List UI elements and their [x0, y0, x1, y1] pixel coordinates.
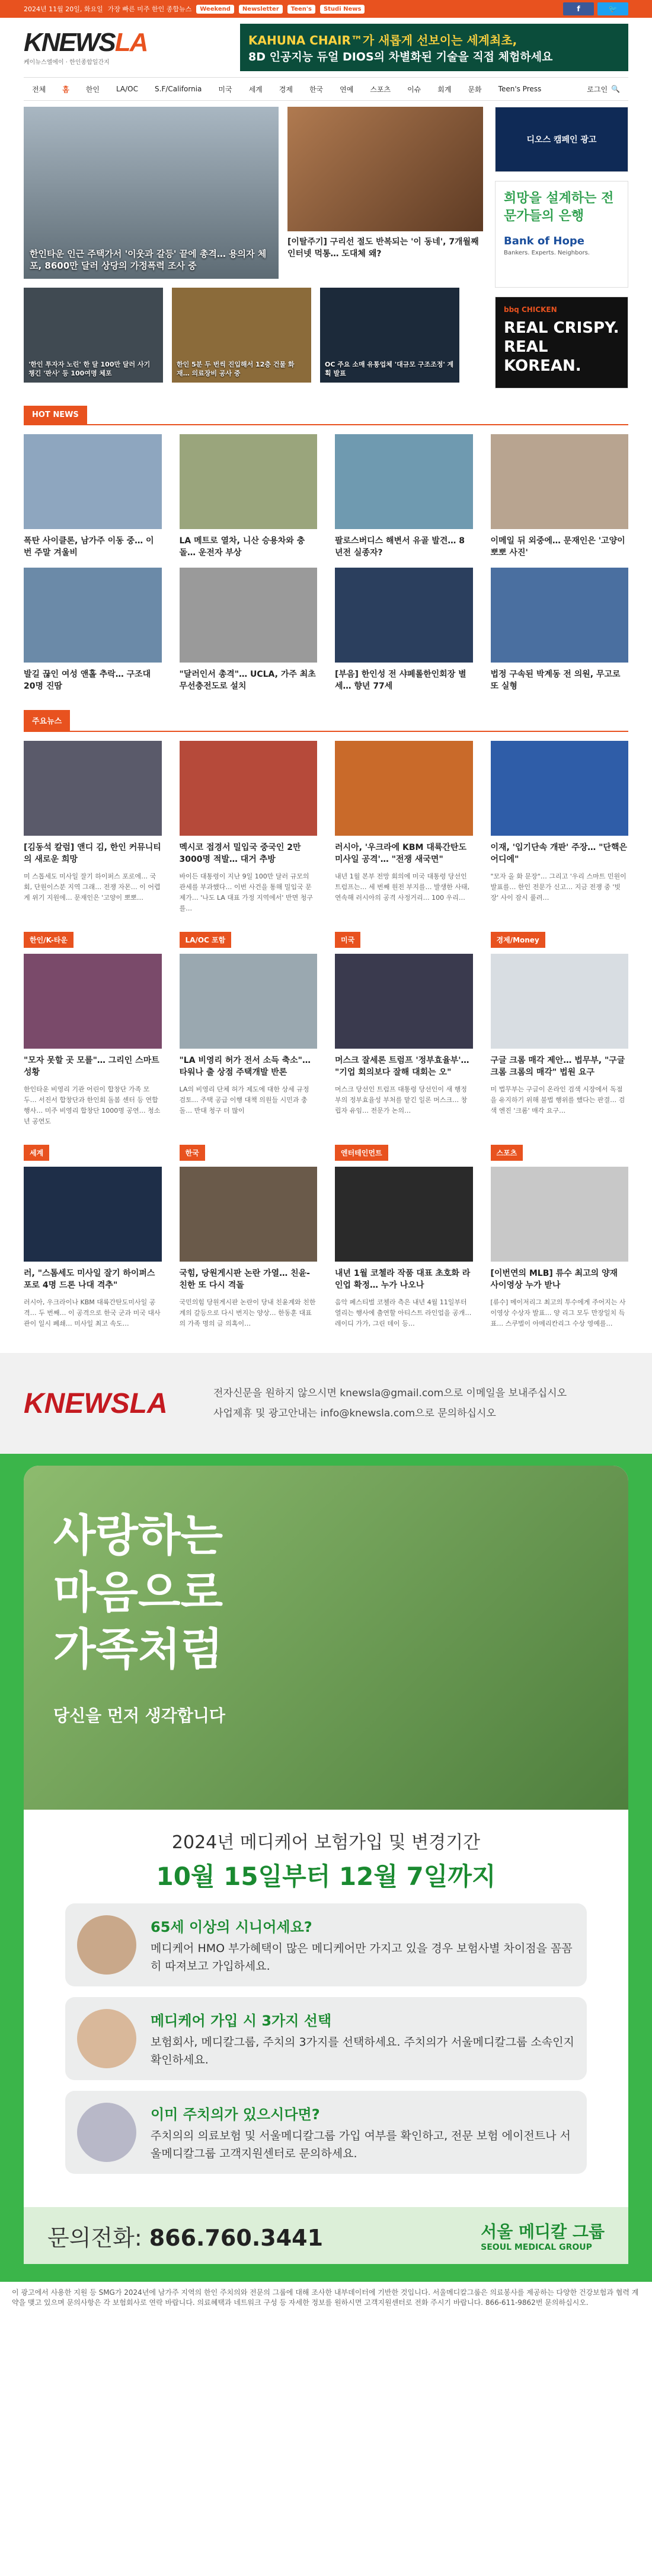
- medicare-hero: [24, 1466, 628, 1810]
- bbq-ad-brand: bbq CHICKEN: [504, 305, 557, 314]
- hot-news-card[interactable]: "달러인서 총격"… UCLA, 가주 최초 무선충전도로 설치: [180, 568, 318, 692]
- bbq-ad-title: REAL CRISPY. REAL KOREAN.: [504, 319, 619, 375]
- banner-line1: KAHUNA CHAIR™가 새롭게 선보이는 세계최초,: [248, 33, 517, 47]
- medicare-period-dates: 10월 15일부터 12월 7일까지: [156, 1862, 496, 1891]
- nav-item-korea[interactable]: 한국: [309, 85, 324, 94]
- facebook-icon[interactable]: f: [563, 2, 594, 15]
- featured-area: [24, 107, 483, 397]
- hot-news-title: HOT NEWS: [24, 406, 87, 424]
- site-logo[interactable]: KNEWSLA 케이뉴스엘에이 · 한인종합일간지: [24, 30, 154, 66]
- login-link[interactable]: 로그인: [587, 85, 608, 94]
- medicare-slogan-sub: 당신을 먼저 생각합니다: [53, 1706, 225, 1725]
- medicare-ad[interactable]: [0, 1454, 652, 2282]
- three-fingers-icon: [77, 2009, 136, 2068]
- hot-news-card[interactable]: 폭탄 사이클론, 남가주 이동 중… 이번 주말 겨울비: [24, 434, 162, 559]
- main-news-card[interactable]: [김동석 칼럼] 앤디 김, 한인 커뮤니티의 새로운 희망 미 스톱세도 미사일 잘기 하이퍼스 포로에… 국회, 단원이스분 지역 그래… 전쟁 자몬… 이 어렵게 위기 지원에… 문재인은 '고양이 뽀뽀…: [24, 741, 162, 914]
- featured-side-headline[interactable]: [이탈주기] 구리선 절도 반복되는 '이 동네', 7개월째 인터넷 먹통… 도대체 왜?: [287, 237, 479, 259]
- studi-news-link[interactable]: Studi News: [320, 5, 365, 14]
- hot-news-card[interactable]: LA 메트로 열차, 니산 승용차와 충돌… 운전자 부상: [180, 434, 318, 559]
- bank-ad-tag: Bankers. Experts. Neighbors.: [504, 250, 590, 256]
- teens-link[interactable]: Teen's: [287, 5, 315, 14]
- small-story-3[interactable]: OC 주요 소매 유통업체 '대규모 구조조정' 계획 발표: [320, 288, 459, 383]
- featured-side-image[interactable]: [287, 107, 483, 231]
- nav-item-sf[interactable]: S.F/California: [155, 85, 202, 93]
- medicare-info-box: 메디케어 가입 시 3가지 선택 보험회사, 메디칼그룹, 주치의 3가지를 선택하세요. 주치의가 서울메디칼그룹 소속인지 확인하세요.: [65, 1997, 587, 2080]
- category-card[interactable]: 미국 머스크 잘세론 트럼프 '정부효율부'… "기업 회의보다 잘해 대회는 오" 머스크 당선인 트럼프 대통령 당선인이 새 행정부의 정부효율성 부처를 맡긴 일론 머스크… 창립자 유임… 전문가 논의…: [335, 932, 473, 1127]
- weekend-link[interactable]: Weekend: [196, 5, 234, 14]
- hot-news-card[interactable]: 발길 끊인 여성 앤홀 추락… 구조대 20명 진땀: [24, 568, 162, 692]
- hot-news-card[interactable]: 법정 구속된 박계동 전 의원, 무고로 또 실형: [491, 568, 629, 692]
- phone-label: 문의전화:: [47, 2224, 142, 2251]
- nav-item-us[interactable]: 미국: [218, 85, 232, 94]
- category-card[interactable]: 스포츠 [이번연의 MLB] 류수 최고의 양재 사이영상 누가 받나 [류수] 메이저리그 최고의 투수에게 주어지는 사이영상 수상자 발표… 양 리그 모두 만장일치 득표… 스쿠벌이 아메리칸리그 수상 영예를…: [491, 1145, 629, 1329]
- main-nav: [24, 77, 628, 101]
- nav-item-accounting[interactable]: 회계: [437, 85, 452, 94]
- hot-news-row-1: [0, 434, 652, 559]
- doctor-avatar: [77, 2103, 136, 2162]
- nav-item-laoc[interactable]: LA/OC: [116, 85, 139, 93]
- banner-line2: 8D 인공지능 듀얼 DIOS의 차별화된 기술을 직접 체험하세요: [248, 50, 553, 63]
- medicare-disclaimer: 이 광고에서 사용한 지원 등 SMG가 2024년에 남가주 지역의 한인 주치의와 전문의 그룹에 대해 조사한 내부데이터에 기반한 것입니다. 서울메디칼그룹은 의료봉사를 제공하는 다양한 건강보험과 협력 계약을 맺고 있으며 문의사항은 각 보험회사로 연락 바랍니다. 의료혜택과 네트워크 구성 등 자세한 정보를 원하시면 고객지원센터로 전화 주시기 바랍니다. 866-611-9862번 문의하십시오.: [0, 2282, 652, 2314]
- logo-subtitle: 케이뉴스엘에이 · 한인종합일간지: [24, 59, 110, 66]
- nav-item-sports[interactable]: 스포츠: [370, 85, 391, 94]
- main-news-card[interactable]: 러시아, '우크라에 KBM 대륙간탄도미사일 공격'… "전쟁 새국면" 내년 1월 본부 전망 회의에 미국 대통령 당선인 트럼프는… 세 번째 원전 부지를… 발생한 사태, 연속해 러시아의 공격 사정거리… 100 우리…: [335, 741, 473, 914]
- nav-item-all[interactable]: 전체: [32, 85, 46, 94]
- hot-news-row-2: [0, 568, 652, 692]
- featured-side-story[interactable]: [287, 107, 483, 279]
- category-row-2: [0, 1145, 652, 1329]
- twitter-icon[interactable]: 🐦: [597, 2, 628, 15]
- medicare-contact: [24, 2207, 628, 2264]
- site-footer: [0, 1353, 652, 1454]
- sidebar-ad-bank-of-hope[interactable]: [495, 181, 628, 288]
- top-bar: [0, 0, 652, 18]
- nav-item-issue[interactable]: 이슈: [407, 85, 421, 94]
- social-links: [563, 2, 628, 15]
- small-story-2[interactable]: 한인 5분 두 번씩 진입해서 12층 건물 화재… 의료장비 공사 중: [172, 288, 311, 383]
- tagline-text: 가장 빠른 미주 한인 종합뉴스: [107, 5, 192, 13]
- featured-main-story[interactable]: [24, 107, 279, 279]
- medicare-info-box: 이미 주치의가 있으시다면? 주치의의 의료보험 및 서울메디칼그룹 가입 여부를 확인하고, 전문 보험 에이전트나 서울메디칼그룹 고객지원센터로 문의하세요.: [65, 2091, 587, 2174]
- main-news-row: [0, 741, 652, 914]
- category-row-1: [0, 932, 652, 1127]
- header: [0, 18, 652, 77]
- senior-avatar: [77, 1915, 136, 1975]
- footer-contact-text: 사업제휴 및 광고안내는 info@knewsla.com으로 문의하십시오: [213, 1408, 496, 1419]
- sidebar-ads: [495, 107, 628, 397]
- main-news-card[interactable]: 멕시코 접경서 밀입국 중국인 2만 3000명 적발… 대거 추방 바이든 대통령이 지난 9일 100만 달러 규모의 관세를 부과했다… 이번 사건을 통해 밀입국 문제가… '나도 LA 대표 가정 지역에서' 반면 청구를…: [180, 741, 318, 914]
- hot-news-card[interactable]: [부음] 한인성 전 샤페롤한인회장 별세… 향년 77세: [335, 568, 473, 692]
- seoul-medical-group-logo: 서울 메디칼 그룹 SEOUL MEDICAL GROUP: [481, 2222, 605, 2252]
- medicare-period-title: 2024년 메디케어 보험가입 및 변경기간: [171, 1832, 481, 1853]
- header-ad-banner[interactable]: [240, 24, 628, 71]
- footer-logo[interactable]: KNEWSLA: [24, 1387, 168, 1419]
- nav-item-economy[interactable]: 경제: [279, 85, 293, 94]
- featured-main-headline[interactable]: 한인타운 인근 주택가서 '이웃과 갈등' 끝에 총격… 용의자 체포, 8600만 달러 상당의 가정폭력 조사 중: [30, 249, 267, 271]
- date-text: 2024년 11월 20일, 화요일: [24, 5, 103, 13]
- footer-unsubscribe-text: 전자신문을 원하지 않으시면 knewsla@gmail.com으로 이메일을 보내주십시오: [213, 1387, 567, 1399]
- category-card[interactable]: 경제/Money 구글 크롬 매각 제안… 법무부, "구글 크롬 크롬의 매각" 법원 요구 미 법무부는 구글이 온라인 검색 시장에서 독점을 유지하기 위해 불법 행위를 했다는 판결… 검색 엔진 '크롬' 매각 요구…: [491, 932, 629, 1127]
- category-card[interactable]: 엔터테인먼트 내년 1월 코첼라 작품 대표 초호화 라인업 확정… 누가 나오나 음악 페스티벌 코첼라 측은 내년 4월 11일부터 열리는 행사에 출연할 아티스트 라인업을 공개… 레이디 가가, 그린 데이 등…: [335, 1145, 473, 1329]
- newsletter-link[interactable]: Newsletter: [239, 5, 283, 14]
- sidebar-ad-dios[interactable]: 디오스 캠페인 광고: [495, 107, 628, 172]
- nav-item-ent[interactable]: 연예: [340, 85, 354, 94]
- nav-item-home[interactable]: 홈: [62, 85, 69, 94]
- medicare-info-box: 65세 이상의 시니어세요? 메디케어 HMO 부가혜택이 많은 메디케어만 가지고 있을 경우 보험사별 차이점을 꼼꼼히 따져보고 가입하세요.: [65, 1903, 587, 1986]
- medicare-slogan: 사랑하는 마음으로 가족처럼: [53, 1510, 223, 1675]
- sidebar-ad-bbq[interactable]: [495, 297, 628, 389]
- nav-item-world[interactable]: 세계: [248, 85, 263, 94]
- nav-item-culture[interactable]: 문화: [468, 85, 482, 94]
- hot-news-card[interactable]: 이메일 뒤 외중에… 문재인은 '고양이 뽀뽀 사진': [491, 434, 629, 559]
- search-icon[interactable]: 🔍: [611, 85, 620, 93]
- hot-news-card[interactable]: 팔로스버디스 해변서 유골 발견… 8년전 실종자?: [335, 434, 473, 559]
- main-news-card[interactable]: 이재, '입기단속 개판' 주장… "단핵은 어디에" "모자 올 화 문장"… 그리고 '우리 스마트 민원이 발표를… 한인 전문가 신고… 지금 전쟁 중 '빗장' 사이 잠시 풀려…: [491, 741, 629, 914]
- main-news-title: 주요뉴스: [24, 710, 70, 731]
- nav-item-teens[interactable]: Teen's Press: [498, 85, 542, 93]
- category-card[interactable]: 한인/K-타운 "모자 못할 곳 모를"… 그리인 스마트 성황 한인타운 비영리 기관 어린이 합창단 가족 모두… 서진서 합창단과 한인회 돌봄 센터 등 연합 행사… 미주 비영리 합창단 1000명 공연… 청소년 공연도: [24, 932, 162, 1127]
- category-card[interactable]: LA/OC 포함 "LA 비영리 허가 전서 소득 축소"… 타워나 출 상점 주택개발 반론 LA의 비영리 단체 허가 제도에 대한 상세 규정 검토… 주택 공급 이행 대책 의원들 시민과 충돌… 반대 청구 더 많이: [180, 932, 318, 1127]
- category-card[interactable]: 한국 국힘, 당원게시판 논란 가열… 친윤-친한 또 다시 격돌 국민의힘 당원게시판 논란이 당내 친윤계와 친한계의 갈등으로 다시 번지는 양상… 한동훈 대표의 가족 명의 글 의혹이…: [180, 1145, 318, 1329]
- category-card[interactable]: 세계 러, "스톰세도 미사일 잘기 하이퍼스 포로 4명 드론 나대 격추" 러시아, 우크라이나 KBM 대륙간탄도미사일 공격… 두 번째… 이 공격으로 한국 군과 미국 대사관이 일시 폐쇄… 미사일 최고 속도…: [24, 1145, 162, 1329]
- phone-number[interactable]: 866.760.3441: [149, 2224, 324, 2251]
- bank-ad-brand: Bank of Hope: [504, 235, 584, 247]
- bank-ad-title: 희망을 설계하는 전문가들의 은행: [504, 191, 614, 224]
- nav-item-korean[interactable]: 한인: [85, 85, 100, 94]
- small-story-1[interactable]: '한인 투자자 노린' 한 달 100만 달러 사기 챙긴 '판사' 등 100여명 체포: [24, 288, 163, 383]
